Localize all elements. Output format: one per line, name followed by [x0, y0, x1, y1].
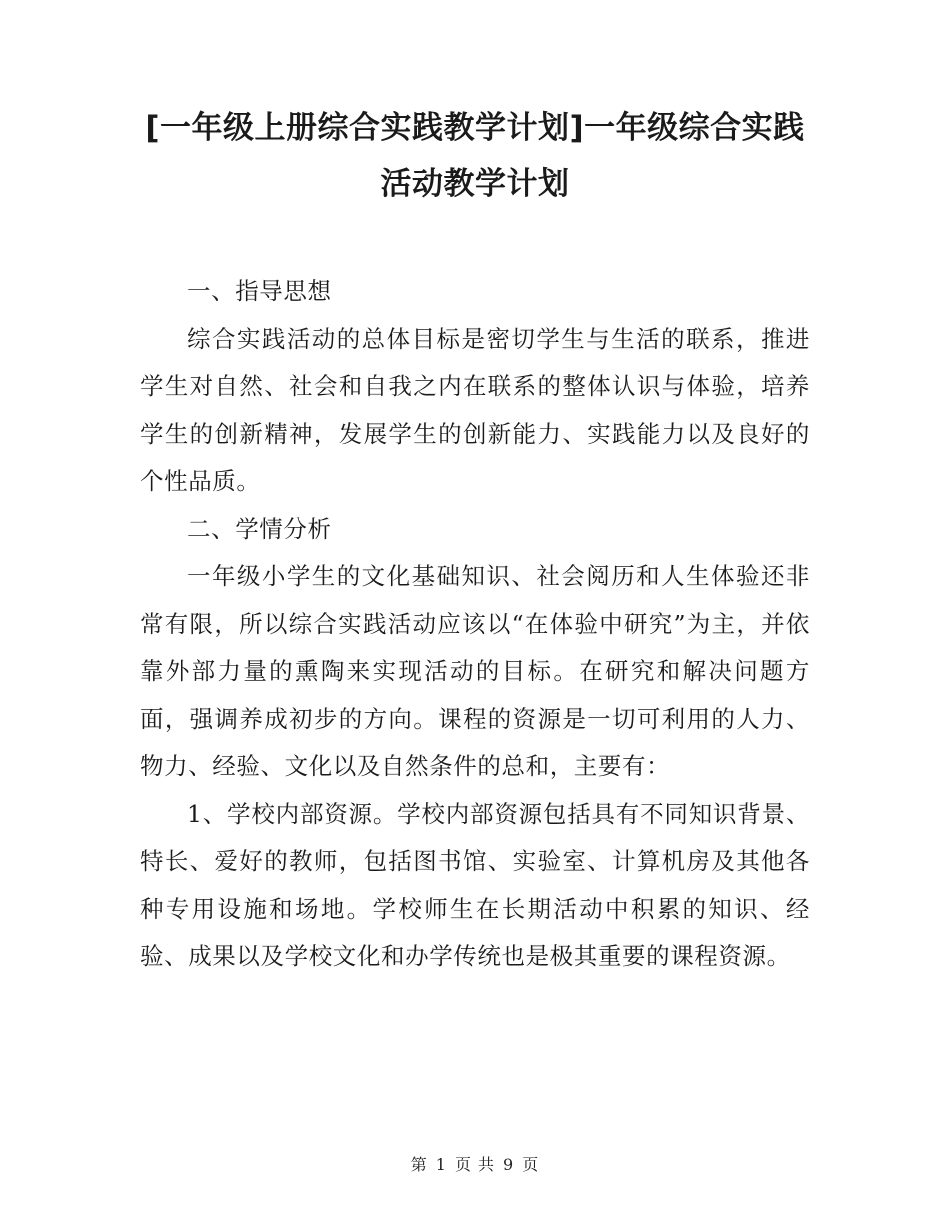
footer-mid: 页 共: [454, 1155, 496, 1174]
document-title: [一年级上册综合实践教学计划]一年级综合实践活动教学计划: [145, 110, 805, 202]
footer-suffix: 页: [522, 1155, 540, 1174]
page-footer: [0, 1152, 950, 1175]
section-heading-guiding-thought: 一、指导思想: [187, 277, 332, 305]
section-heading-student-analysis: 二、学情分析: [187, 514, 332, 543]
footer-prefix: 第: [410, 1155, 428, 1174]
document-body: [140, 268, 810, 981]
paragraph-school-resources: 1、学校内部资源。学校内部资源包括具有不同知识背景、特长、爱好的教师，包括图书馆、实验室、计算机房及其他各种专用设施和场地。学校师生在长期活动中积累的知识、经验、成果以及学校文化和办学传统也是极其重要的课程资源。: [140, 799, 810, 970]
footer-current-page: 1: [435, 1155, 447, 1174]
footer-total-pages: 9: [503, 1155, 515, 1174]
paragraph-student-analysis: 一年级小学生的文化基础知识、社会阅历和人生体验还非常有限，所以综合实践活动应该以“在体验中研究”为主，并依靠外部力量的熏陶来实现活动的目标。在研究和解决问题方面，强调养成初步的方向。课程的资源是一切可利用的人力、物力、经验、文化以及自然条件的总和，主要有：: [140, 562, 810, 780]
paragraph-overall-goal: 综合实践活动的总体目标是密切学生与生活的联系，推进学生对自然、社会和自我之内在联系的整体认识与体验，培养学生的创新精神，发展学生的创新能力、实践能力以及良好的个性品质。: [140, 324, 810, 495]
